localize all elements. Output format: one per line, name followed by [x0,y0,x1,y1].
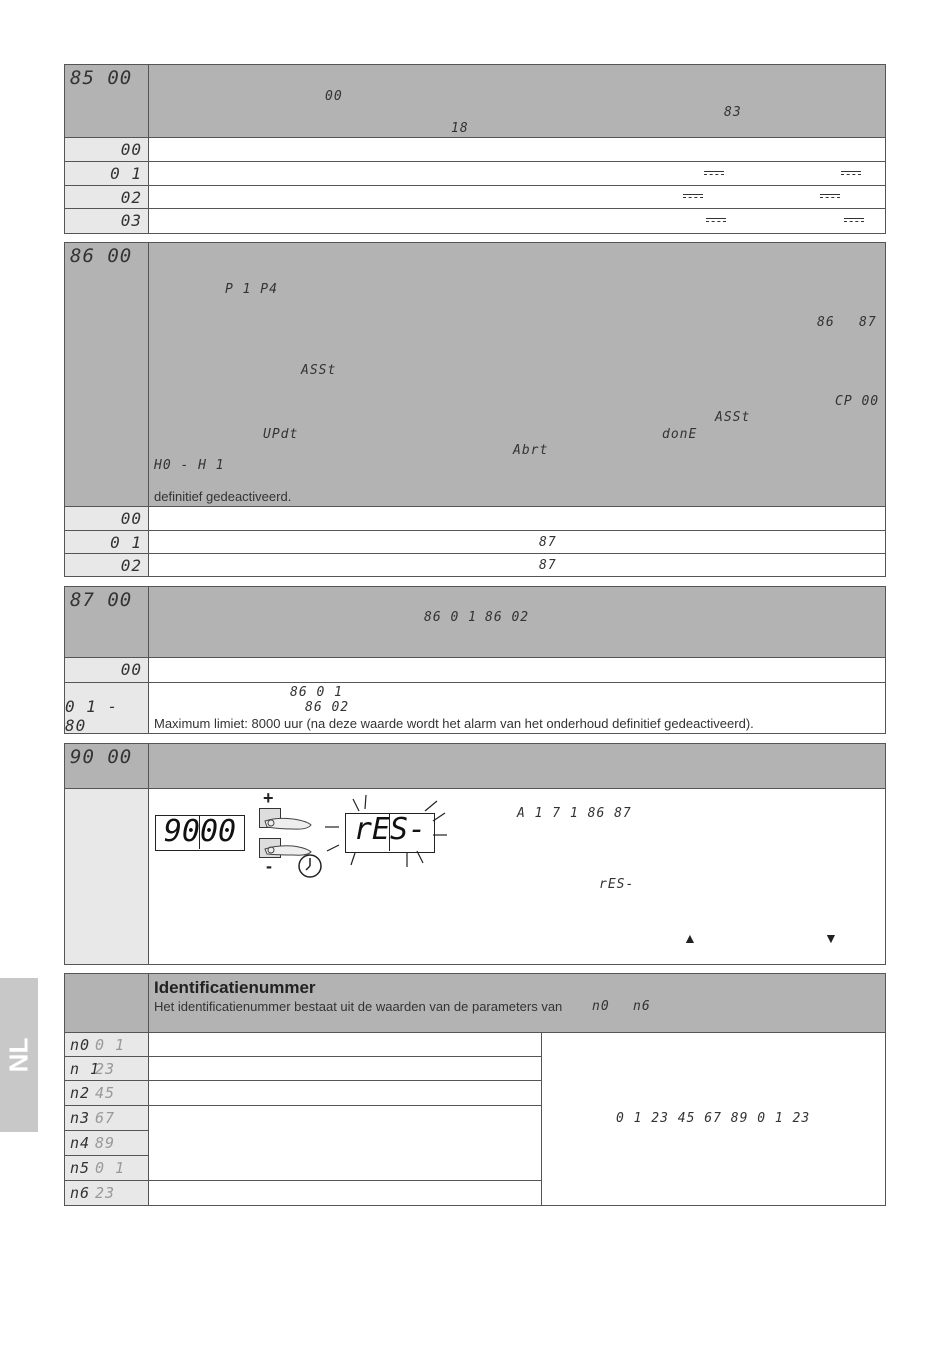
p87-row-1-text: Maximum limiet: 8000 uur (na deze waarde wordt het alarm van het onderhoud definitief gedeactiveerd). [154,716,754,731]
p87-code-cell [64,586,149,658]
p86-row-0-code-cell [64,506,149,531]
p85-row-3-code: 03 [120,211,142,230]
p86-code-h: H0 - H 1 [154,458,225,473]
p86-code-abrt: Abrt [513,443,549,458]
p86-code-cp: CP 00 [835,394,880,409]
ident-desc-n2 [148,1080,542,1106]
ident-row-n4-code: n4 [70,1134,91,1152]
p85-desc-cell [148,64,886,138]
p86-row-2-ref: 87 [539,558,557,573]
ident-row-n1-val: 23 [95,1060,116,1078]
p87-desc-cell [148,586,886,658]
p86-code-cell [64,242,149,507]
ident-sub-from: n0 [592,999,610,1014]
p85-code: 85 00 [70,67,133,89]
p86-code-b: 87 [859,315,877,330]
ident-row-n0 [64,1032,149,1057]
clock-icon [297,853,323,879]
ident-desc-n3-n5 [148,1105,542,1181]
ident-row-n6-val: 23 [95,1184,116,1202]
ident-row-n1 [64,1056,149,1081]
p87-row-1-code: 0 1 - 80 [65,697,119,735]
dc-symbol-icon [704,171,724,178]
p86-row-0-code: 00 [120,509,142,528]
dc-symbol-icon [820,194,840,201]
p87-row-0-desc [148,657,886,683]
ident-row-n3-val: 67 [95,1109,116,1127]
p87-row-1-ref-1: 86 0 1 [290,685,343,700]
ident-row-n6 [64,1180,149,1206]
ident-row-n4-val: 89 [95,1134,116,1152]
p85-desc-code-3: 18 [451,121,469,136]
p86-row-0-desc [148,506,886,531]
p86-row-1-desc [148,530,886,554]
p86-row-2-code-cell [64,553,149,577]
p85-row-1-code-cell [64,161,149,186]
ident-row-n4 [64,1130,149,1156]
p87-code-b: 86 02 [485,610,530,625]
p85-row-3-desc [148,208,886,234]
p85-desc-code-2: 83 [724,105,742,120]
p86-row-2-desc [148,553,886,577]
up-arrow-icon: ▲ [683,930,697,946]
dc-symbol-icon [706,218,726,225]
ident-row-n5-code: n5 [70,1159,91,1177]
ident-subtitle: Het identificatienummer bestaat uit de waarden van de parameters van [154,999,563,1014]
ident-code-cell [64,973,149,1033]
p86-row-1-code: 0 1 [110,533,142,552]
p90-codes-list: A 1 7 1 86 87 [517,806,632,821]
p86-code: 86 00 [70,245,133,267]
ident-row-n0-code: n0 [70,1036,91,1054]
p86-row-1-ref: 87 [539,535,557,550]
plus-label: + [263,788,274,808]
p90-code-cell [64,743,149,789]
p86-row-2-code: 02 [120,556,142,575]
p86-code-asst-1: ASSt [301,363,337,378]
p86-code-a: 86 [817,315,835,330]
blink-rays-icon [325,795,455,875]
p85-row-1-desc [148,161,886,186]
ident-desc-n1 [148,1056,542,1081]
p85-row-3-code-cell [64,208,149,234]
p85-row-0-code-cell [64,137,149,162]
dc-symbol-icon [683,194,703,201]
p90-body-cell [148,788,886,965]
p85-row-2-code: 02 [120,188,142,207]
ident-row-n2-code: n2 [70,1084,91,1102]
p86-code-p: P 1 P4 [225,282,278,297]
ident-row-n0-val: 0 1 [95,1036,126,1054]
down-arrow-icon: ▼ [824,930,838,946]
ident-row-n3 [64,1105,149,1131]
p85-desc-code-1: 00 [325,89,343,104]
language-side-tab-label: NL [3,1037,34,1073]
ident-example: 0 1 23 45 67 89 0 1 23 [616,1111,811,1126]
ident-row-n2-val: 45 [95,1084,116,1102]
p90-res-code: rES- [599,877,635,892]
p87-code: 87 00 [70,589,133,611]
p85-code-cell [64,64,149,138]
ident-row-n1-code: n 1 [70,1060,101,1078]
p87-row-1-code-cell [64,682,149,734]
ident-desc-n6 [148,1180,542,1206]
dc-symbol-icon [844,218,864,225]
p90-desc-cell [148,743,886,789]
dc-symbol-icon [841,171,861,178]
p87-row-1-ref-2: 86 02 [305,700,350,715]
ident-row-n5-val: 0 1 [95,1159,126,1177]
ident-desc-n0 [148,1032,542,1057]
minus-label: - [266,856,272,876]
p85-row-0-code: 00 [120,140,142,159]
ident-header-cell [148,973,886,1033]
ident-row-n6-code: n6 [70,1184,91,1202]
p86-row-1-code-cell [64,530,149,554]
p85-row-1-code: 0 1 [110,164,142,183]
p85-row-2-code-cell [64,185,149,209]
p90-code: 90 00 [70,746,133,768]
ident-sub-to: n6 [633,999,651,1014]
display-divider [199,816,200,849]
p85-row-0-desc [148,137,886,162]
p86-code-updt: UPdt [263,427,299,442]
ident-row-n2 [64,1080,149,1106]
p90-body-left-cell [64,788,149,965]
ident-example-cell [541,1032,886,1206]
p86-desc-cell [148,242,886,507]
p87-row-1-desc [148,682,886,734]
display-9000-text: 9000 [163,814,237,849]
p87-row-0-code: 00 [120,660,142,679]
p86-code-asst-2: ASSt [715,410,751,425]
p86-desc-last-line: definitief gedeactiveerd. [154,489,292,504]
p87-code-a: 86 0 1 [424,610,477,625]
ident-row-n3-code: n3 [70,1109,91,1127]
ident-row-n5 [64,1155,149,1181]
language-side-tab [0,978,38,1132]
p86-code-done: donE [662,427,698,442]
display-9000 [155,815,245,851]
display-res-text: rES- [353,812,427,847]
ident-title: Identificatienummer [154,978,316,997]
p85-row-2-desc [148,185,886,209]
p87-row-0-code-cell [64,657,149,683]
